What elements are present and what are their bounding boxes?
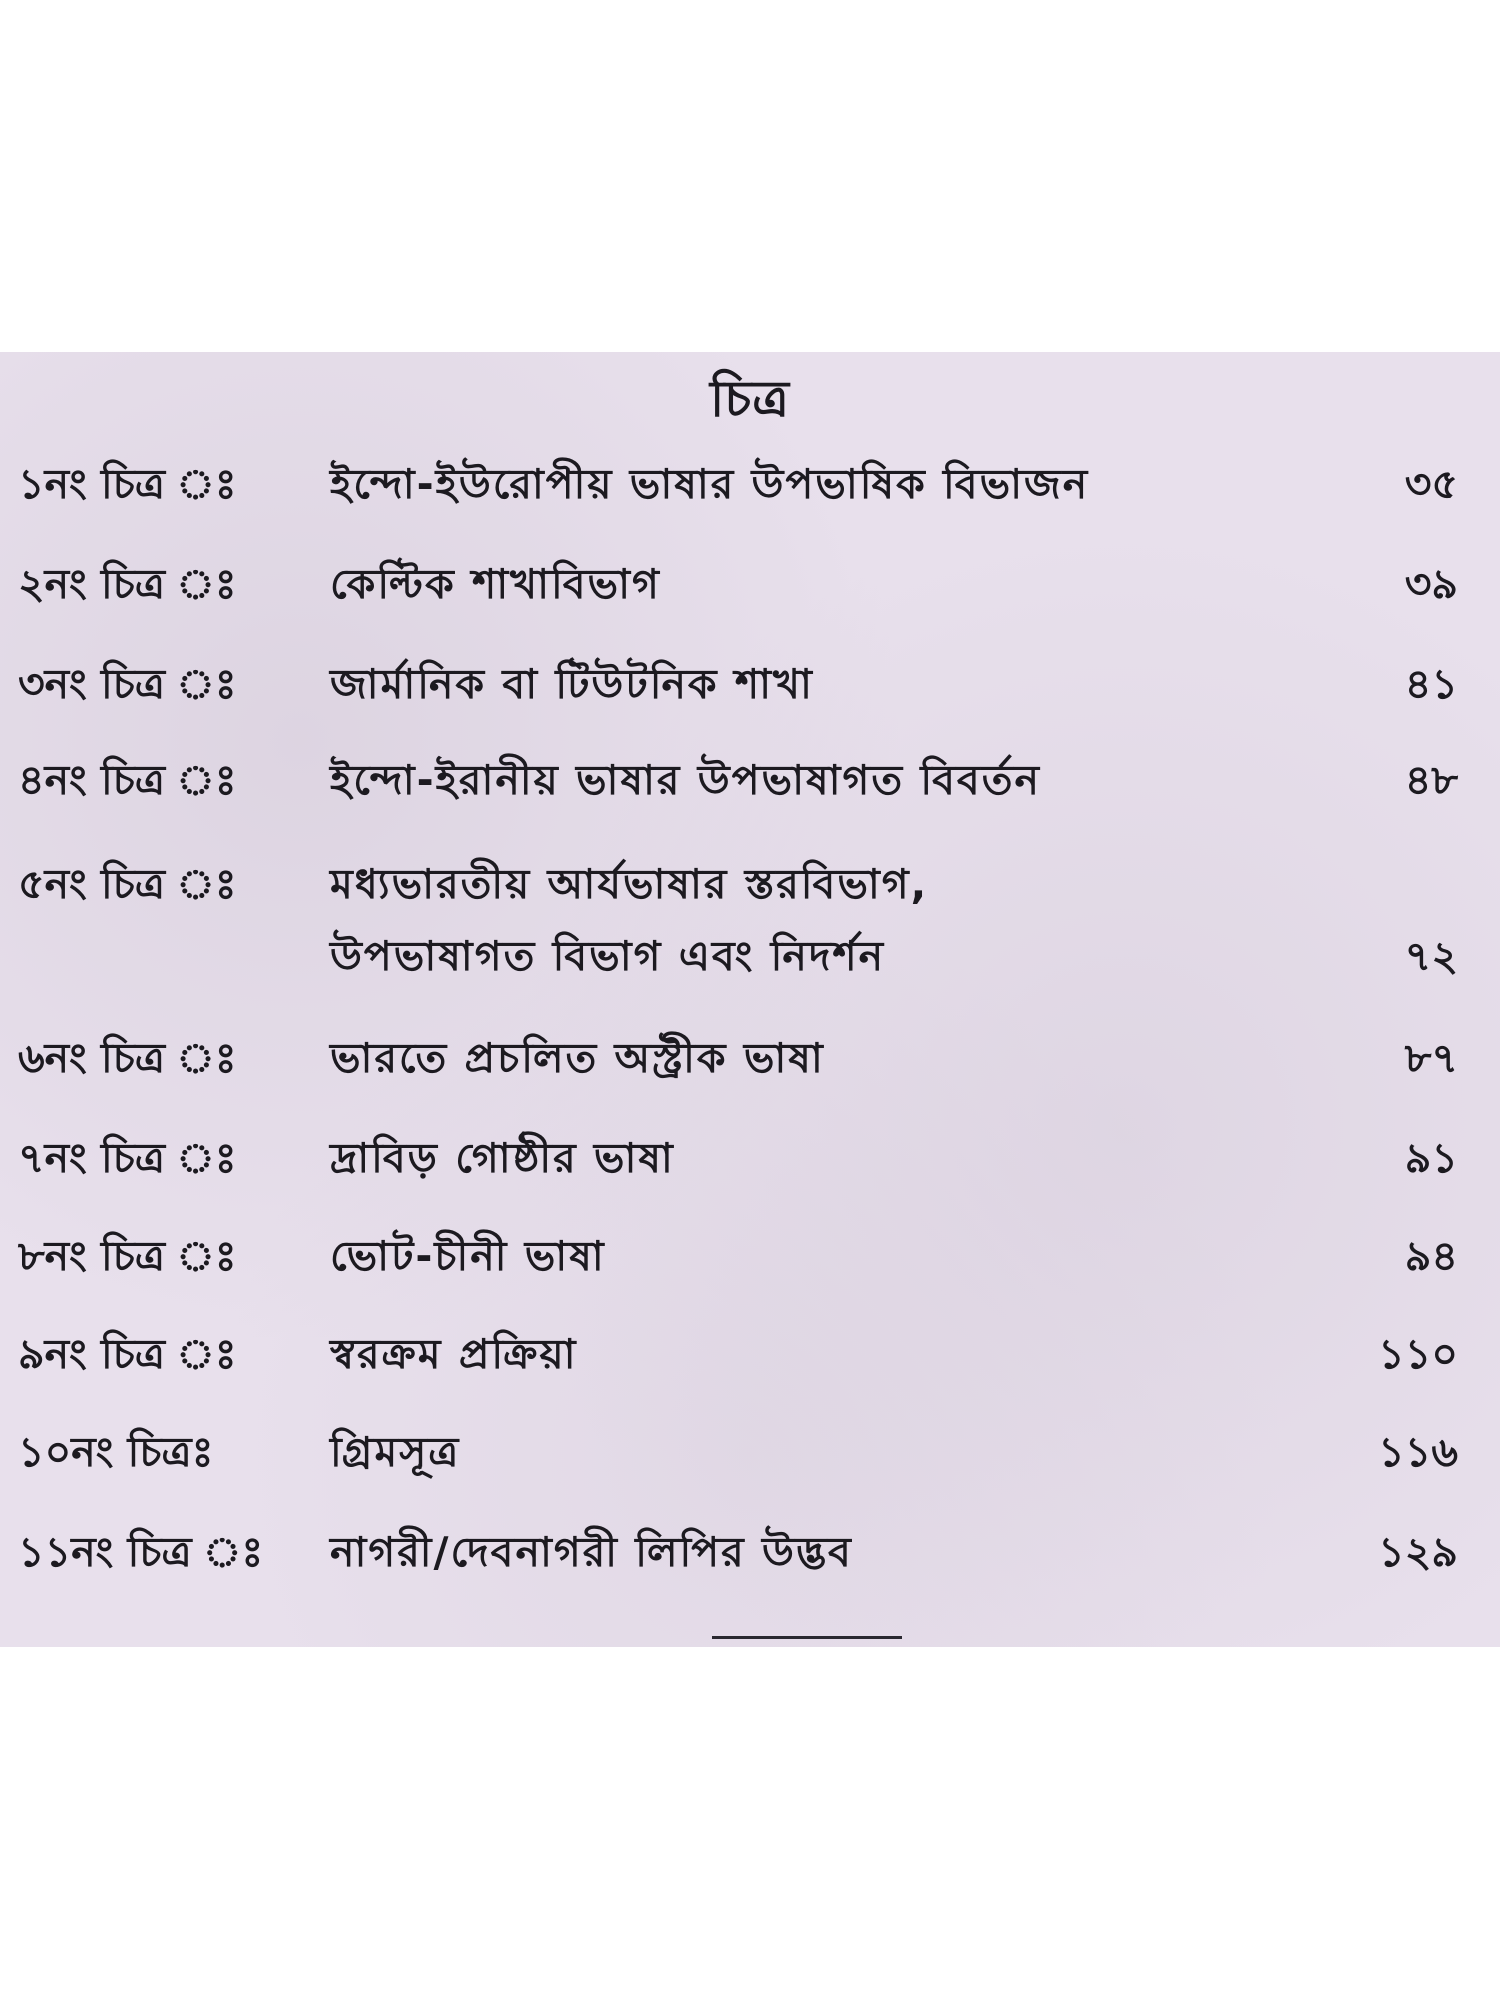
- figure-label: ৬নং চিত্র ঃ: [18, 1034, 237, 1082]
- figure-title: কেল্টিক শাখাবিভাগ: [330, 560, 661, 608]
- page-number: ৩৯: [1404, 560, 1458, 608]
- page-number: ১১৬: [1378, 1428, 1458, 1476]
- page-number: ৮৭: [1404, 1034, 1458, 1082]
- figure-label: ৫নং চিত্র ঃ: [18, 860, 237, 908]
- page-number: ৩৫: [1404, 460, 1458, 508]
- end-rule: [712, 1636, 902, 1639]
- figure-title: ভারতে প্রচলিত অস্ট্রীক ভাষা: [330, 1034, 825, 1082]
- figure-label: ১০নং চিত্রঃ: [18, 1428, 214, 1476]
- figure-label: ৪নং চিত্র ঃ: [18, 756, 237, 804]
- page-number: ৭২: [1404, 932, 1458, 980]
- figure-title: দ্রাবিড় গোষ্ঠীর ভাষা: [330, 1134, 675, 1182]
- figure-title: ইন্দো-ইরানীয় ভাষার উপভাষাগত বিবর্তন: [330, 756, 1041, 804]
- page-title: চিত্র: [709, 370, 791, 428]
- figure-label: ৯নং চিত্র ঃ: [18, 1330, 237, 1378]
- figure-title: নাগরী/দেবনাগরী লিপির উদ্ভব: [330, 1528, 853, 1576]
- figure-title-continued: উপভাষাগত বিভাগ এবং নিদর্শন: [330, 932, 886, 980]
- page-number: ৪১: [1404, 660, 1458, 708]
- figure-label: ১নং চিত্র ঃ: [18, 460, 237, 508]
- page-number: ৯১: [1404, 1134, 1458, 1182]
- page-number: ১২৯: [1378, 1528, 1458, 1576]
- figure-title: ইন্দো-ইউরোপীয় ভাষার উপভাষিক বিভাজন: [330, 460, 1090, 508]
- figure-label: ৮নং চিত্র ঃ: [18, 1232, 237, 1280]
- page-number: ৪৮: [1404, 756, 1458, 804]
- figure-title: স্বরক্রম প্রক্রিয়া: [330, 1330, 578, 1378]
- figure-title: জার্মানিক বা টিউটনিক শাখা: [330, 660, 814, 708]
- page-number: ৯৪: [1404, 1232, 1458, 1280]
- figure-label: ৩নং চিত্র ঃ: [18, 660, 237, 708]
- figure-label: ২নং চিত্র ঃ: [18, 560, 237, 608]
- figure-title: ভোট-চীনী ভাষা: [330, 1232, 606, 1280]
- page-number: ১১০: [1378, 1330, 1458, 1378]
- figure-title: মধ্যভারতীয় আর্যভাষার স্তরবিভাগ,: [330, 860, 929, 908]
- figure-label: ১১নং চিত্র ঃ: [18, 1528, 264, 1576]
- figure-label: ৭নং চিত্র ঃ: [18, 1134, 237, 1182]
- figure-title: গ্রিমসূত্র: [330, 1428, 461, 1476]
